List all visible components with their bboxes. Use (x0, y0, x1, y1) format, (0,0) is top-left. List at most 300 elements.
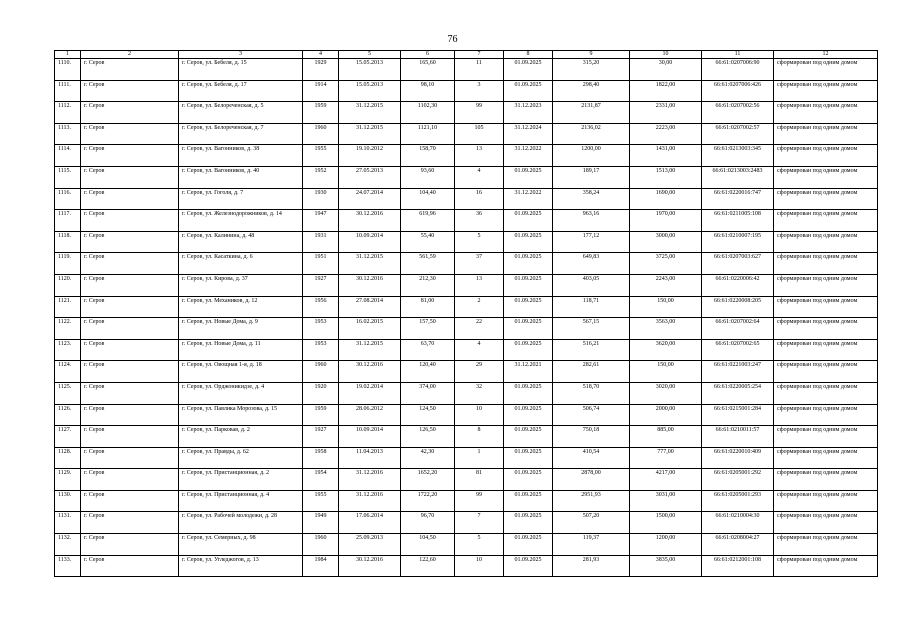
table-row (55, 274, 878, 296)
residents-cell: 4 (455, 166, 504, 188)
land-area-cell: 3835,00 (630, 555, 702, 577)
table-row (55, 404, 878, 426)
date-cell: 30.12.2016 (339, 274, 401, 296)
deadline-cell: 01.09.2025 (504, 534, 553, 556)
deadline-cell: 01.09.2025 (504, 253, 553, 275)
cadastral-number-cell: 66:61:0213003:2483 (702, 166, 774, 188)
area-cell: 104,50 (401, 534, 455, 556)
row-number-cell: 1124. (55, 361, 81, 383)
cadastral-number-cell: 66:61:0213003:345 (702, 145, 774, 167)
table-row (55, 555, 878, 577)
residents-cell: 5 (455, 534, 504, 556)
deadline-cell: 01.09.2025 (504, 59, 553, 81)
land-plot-status-cell: сформирован под одним домом (774, 102, 878, 124)
settlement-cell: г. Серов (81, 361, 179, 383)
deadline-cell: 31.12.2024 (504, 123, 553, 145)
table-row (55, 188, 878, 210)
value-cell: 298,40 (553, 80, 630, 102)
land-plot-status-cell: сформирован под одним домом (774, 231, 878, 253)
residents-cell: 2 (455, 296, 504, 318)
date-cell: 28.06.2012 (339, 404, 401, 426)
land-area-cell: 150,00 (630, 361, 702, 383)
column-header: 11 (702, 51, 774, 59)
value-cell: 518,70 (553, 382, 630, 404)
row-number-cell: 1123. (55, 339, 81, 361)
land-plot-status-cell: сформирован под одним домом (774, 188, 878, 210)
settlement-cell: г. Серов (81, 274, 179, 296)
row-number-cell: 1132. (55, 534, 81, 556)
address-cell: г. Серов, ул. Орджоникидзе, д. 4 (179, 382, 303, 404)
settlement-cell: г. Серов (81, 490, 179, 512)
table-row (55, 102, 878, 124)
year-cell: 1955 (303, 490, 339, 512)
cadastral-number-cell: 66:61:0207002:65 (702, 339, 774, 361)
land-plot-status-cell: сформирован под одним домом (774, 296, 878, 318)
deadline-cell: 31.12.2021 (504, 361, 553, 383)
residents-cell: 10 (455, 404, 504, 426)
row-number-cell: 1119. (55, 253, 81, 275)
settlement-cell: г. Серов (81, 426, 179, 448)
settlement-cell: г. Серов (81, 123, 179, 145)
residents-cell: 29 (455, 361, 504, 383)
date-cell: 30.12.2016 (339, 361, 401, 383)
cadastral-number-cell: 66:61:0207002:56 (702, 102, 774, 124)
residents-cell: 105 (455, 123, 504, 145)
land-area-cell: 885,00 (630, 426, 702, 448)
deadline-cell: 01.09.2025 (504, 231, 553, 253)
deadline-cell: 01.09.2025 (504, 339, 553, 361)
header-row (55, 51, 878, 59)
deadline-cell: 01.09.2025 (504, 447, 553, 469)
year-cell: 1931 (303, 231, 339, 253)
land-area-cell: 2223,00 (630, 123, 702, 145)
land-area-cell: 30,00 (630, 59, 702, 81)
address-cell: г. Серов, ул. Железнодорожников, д. 14 (179, 210, 303, 232)
land-plot-status-cell: сформирован под одним домом (774, 447, 878, 469)
column-header: 2 (81, 51, 179, 59)
address-cell: г. Серов, ул. Вагонников, д. 40 (179, 166, 303, 188)
area-cell: 93,60 (401, 166, 455, 188)
date-cell: 25.09.2013 (339, 534, 401, 556)
table-row (55, 318, 878, 340)
table-header (55, 51, 878, 59)
settlement-cell: г. Серов (81, 231, 179, 253)
cadastral-number-cell: 66:61:0207006:426 (702, 80, 774, 102)
land-plot-status-cell: сформирован под одним домом (774, 490, 878, 512)
residents-cell: 11 (455, 59, 504, 81)
cadastral-number-cell: 66:61:0210004:30 (702, 512, 774, 534)
value-cell: 177,12 (553, 231, 630, 253)
row-number-cell: 1128. (55, 447, 81, 469)
address-cell: г. Серов, ул. Овощная 1-я, д. 18 (179, 361, 303, 383)
row-number-cell: 1115. (55, 166, 81, 188)
area-cell: 96,70 (401, 512, 455, 534)
column-header: 5 (339, 51, 401, 59)
cadastral-number-cell: 66:61:0207002:64 (702, 318, 774, 340)
year-cell: 1954 (303, 469, 339, 491)
address-cell: г. Серов, ул. Павлика Морозова, д. 15 (179, 404, 303, 426)
settlement-cell: г. Серов (81, 339, 179, 361)
land-area-cell: 1200,00 (630, 534, 702, 556)
deadline-cell: 01.09.2025 (504, 296, 553, 318)
deadline-cell: 01.09.2025 (504, 382, 553, 404)
year-cell: 1959 (303, 404, 339, 426)
value-cell: 281,93 (553, 555, 630, 577)
settlement-cell: г. Серов (81, 555, 179, 577)
table-row (55, 512, 878, 534)
year-cell: 1953 (303, 339, 339, 361)
area-cell: 165,60 (401, 59, 455, 81)
area-cell: 1652,20 (401, 469, 455, 491)
land-area-cell: 4217,00 (630, 469, 702, 491)
date-cell: 27.05.2013 (339, 166, 401, 188)
table-row (55, 123, 878, 145)
address-cell: г. Серов, ул. Касаткина, д. 6 (179, 253, 303, 275)
value-cell: 963,16 (553, 210, 630, 232)
residents-cell: 13 (455, 145, 504, 167)
date-cell: 31.12.2015 (339, 253, 401, 275)
residents-cell: 32 (455, 382, 504, 404)
address-cell: г. Серов, ул. Новые Дома, д. 9 (179, 318, 303, 340)
year-cell: 1952 (303, 166, 339, 188)
year-cell: 1953 (303, 318, 339, 340)
date-cell: 15.05.2013 (339, 80, 401, 102)
year-cell: 1927 (303, 274, 339, 296)
address-cell: г. Серов, ул. Пристанционная, д. 2 (179, 469, 303, 491)
residents-cell: 22 (455, 318, 504, 340)
land-area-cell: 3031,00 (630, 490, 702, 512)
address-cell: г. Серов, ул. Семерных, д. 98 (179, 534, 303, 556)
deadline-cell: 01.09.2025 (504, 512, 553, 534)
address-cell: г. Серов, ул. Вагонников, д. 38 (179, 145, 303, 167)
value-cell: 2951,93 (553, 490, 630, 512)
settlement-cell: г. Серов (81, 382, 179, 404)
value-cell: 750,18 (553, 426, 630, 448)
settlement-cell: г. Серов (81, 318, 179, 340)
land-plot-status-cell: сформирован под одним домом (774, 361, 878, 383)
date-cell: 30.12.2016 (339, 210, 401, 232)
cadastral-number-cell: 66:61:0207003:627 (702, 253, 774, 275)
settlement-cell: г. Серов (81, 296, 179, 318)
land-plot-status-cell: сформирован под одним домом (774, 274, 878, 296)
row-number-cell: 1116. (55, 188, 81, 210)
date-cell: 27.08.2014 (339, 296, 401, 318)
date-cell: 31.12.2015 (339, 123, 401, 145)
table-row (55, 382, 878, 404)
deadline-cell: 01.09.2025 (504, 404, 553, 426)
value-cell: 567,15 (553, 318, 630, 340)
cadastral-number-cell: 66:61:0220006:42 (702, 274, 774, 296)
year-cell: 1947 (303, 210, 339, 232)
column-header: 9 (553, 51, 630, 59)
table-row (55, 80, 878, 102)
table-row (55, 426, 878, 448)
area-cell: 55,40 (401, 231, 455, 253)
land-plot-status-cell: сформирован под одним домом (774, 512, 878, 534)
land-plot-status-cell: сформирован под одним домом (774, 123, 878, 145)
address-cell: г. Серов, ул. Гоголя, д. 7 (179, 188, 303, 210)
address-cell: г. Серов, ул. Бебеля, д. 15 (179, 59, 303, 81)
residents-cell: 99 (455, 102, 504, 124)
year-cell: 1920 (303, 382, 339, 404)
deadline-cell: 31.12.2023 (504, 102, 553, 124)
cadastral-number-cell: 66:61:0211005:108 (702, 210, 774, 232)
area-cell: 126,50 (401, 426, 455, 448)
area-cell: 157,50 (401, 318, 455, 340)
table-row (55, 59, 878, 81)
address-cell: г. Серов, ул. Правды, д. 62 (179, 447, 303, 469)
address-cell: г. Серов, ул. Белореченская, д. 7 (179, 123, 303, 145)
table-row (55, 210, 878, 232)
area-cell: 122,60 (401, 555, 455, 577)
row-number-cell: 1131. (55, 512, 81, 534)
value-cell: 403,05 (553, 274, 630, 296)
row-number-cell: 1118. (55, 231, 81, 253)
cadastral-number-cell: 66:61:0220008:205 (702, 296, 774, 318)
deadline-cell: 01.09.2025 (504, 318, 553, 340)
cadastral-number-cell: 66:61:0220005:254 (702, 382, 774, 404)
row-number-cell: 1120. (55, 274, 81, 296)
residents-cell: 13 (455, 274, 504, 296)
year-cell: 1984 (303, 555, 339, 577)
area-cell: 42,30 (401, 447, 455, 469)
table-row (55, 534, 878, 556)
land-area-cell: 2243,00 (630, 274, 702, 296)
row-number-cell: 1111. (55, 80, 81, 102)
area-cell: 158,70 (401, 145, 455, 167)
housing-registry-table (54, 50, 878, 577)
value-cell: 507,20 (553, 512, 630, 534)
value-cell: 1200,00 (553, 145, 630, 167)
deadline-cell: 01.09.2025 (504, 490, 553, 512)
land-plot-status-cell: сформирован под одним домом (774, 80, 878, 102)
area-cell: 81,00 (401, 296, 455, 318)
address-cell: г. Серов, ул. Рабочей молодежи, д. 28 (179, 512, 303, 534)
land-area-cell: 150,00 (630, 296, 702, 318)
settlement-cell: г. Серов (81, 188, 179, 210)
value-cell: 2878,00 (553, 469, 630, 491)
date-cell: 31.12.2015 (339, 102, 401, 124)
residents-cell: 1 (455, 447, 504, 469)
deadline-cell: 01.09.2025 (504, 426, 553, 448)
date-cell: 30.12.2016 (339, 555, 401, 577)
land-area-cell: 1513,00 (630, 166, 702, 188)
date-cell: 19.02.2014 (339, 382, 401, 404)
land-plot-status-cell: сформирован под одним домом (774, 166, 878, 188)
area-cell: 1722,20 (401, 490, 455, 512)
deadline-cell: 01.09.2025 (504, 469, 553, 491)
residents-cell: 8 (455, 426, 504, 448)
residents-cell: 7 (455, 512, 504, 534)
value-cell: 649,83 (553, 253, 630, 275)
column-header: 6 (401, 51, 455, 59)
address-cell: г. Серов, ул. Белореченская, д. 5 (179, 102, 303, 124)
table-row (55, 447, 878, 469)
land-area-cell: 1500,00 (630, 512, 702, 534)
residents-cell: 5 (455, 231, 504, 253)
land-area-cell: 1431,00 (630, 145, 702, 167)
column-header: 12 (774, 51, 878, 59)
land-plot-status-cell: сформирован под одним домом (774, 469, 878, 491)
area-cell: 124,50 (401, 404, 455, 426)
settlement-cell: г. Серов (81, 404, 179, 426)
land-area-cell: 3725,00 (630, 253, 702, 275)
year-cell: 1960 (303, 361, 339, 383)
area-cell: 619,96 (401, 210, 455, 232)
table-row (55, 253, 878, 275)
land-area-cell: 3020,00 (630, 382, 702, 404)
date-cell: 10.09.2014 (339, 426, 401, 448)
residents-cell: 36 (455, 210, 504, 232)
column-header: 7 (455, 51, 504, 59)
year-cell: 1960 (303, 123, 339, 145)
date-cell: 11.04.2013 (339, 447, 401, 469)
table-row (55, 166, 878, 188)
address-cell: г. Серов, ул. Парковая, д. 2 (179, 426, 303, 448)
date-cell: 15.05.2013 (339, 59, 401, 81)
table-row (55, 296, 878, 318)
settlement-cell: г. Серов (81, 166, 179, 188)
residents-cell: 4 (455, 339, 504, 361)
deadline-cell: 01.09.2025 (504, 555, 553, 577)
land-plot-status-cell: сформирован под одним домом (774, 534, 878, 556)
year-cell: 1951 (303, 253, 339, 275)
row-number-cell: 1112. (55, 102, 81, 124)
table-body (55, 59, 878, 577)
settlement-cell: г. Серов (81, 469, 179, 491)
row-number-cell: 1121. (55, 296, 81, 318)
cadastral-number-cell: 66:61:0207002:57 (702, 123, 774, 145)
cadastral-number-cell: 66:61:0212001:108 (702, 555, 774, 577)
date-cell: 24.07.2014 (339, 188, 401, 210)
value-cell: 189,17 (553, 166, 630, 188)
land-plot-status-cell: сформирован под одним домом (774, 339, 878, 361)
year-cell: 1914 (303, 80, 339, 102)
deadline-cell: 01.09.2025 (504, 80, 553, 102)
year-cell: 1958 (303, 447, 339, 469)
row-number-cell: 1127. (55, 426, 81, 448)
settlement-cell: г. Серов (81, 59, 179, 81)
column-header: 10 (630, 51, 702, 59)
value-cell: 506,74 (553, 404, 630, 426)
deadline-cell: 31.12.2022 (504, 188, 553, 210)
row-number-cell: 1125. (55, 382, 81, 404)
year-cell: 1927 (303, 426, 339, 448)
address-cell: г. Серов, ул. Кирова, д. 37 (179, 274, 303, 296)
year-cell: 1959 (303, 102, 339, 124)
value-cell: 119,37 (553, 534, 630, 556)
value-cell: 282,61 (553, 361, 630, 383)
year-cell: 1929 (303, 59, 339, 81)
settlement-cell: г. Серов (81, 102, 179, 124)
page-number: 76 (447, 34, 458, 45)
residents-cell: 81 (455, 469, 504, 491)
address-cell: г. Серов, ул. Новые Дома, д. 11 (179, 339, 303, 361)
residents-cell: 99 (455, 490, 504, 512)
address-cell: г. Серов, ул. Бебеля, д. 17 (179, 80, 303, 102)
year-cell: 1930 (303, 188, 339, 210)
land-plot-status-cell: сформирован под одним домом (774, 253, 878, 275)
settlement-cell: г. Серов (81, 447, 179, 469)
deadline-cell: 01.09.2025 (504, 166, 553, 188)
area-cell: 120,40 (401, 361, 455, 383)
row-number-cell: 1129. (55, 469, 81, 491)
residents-cell: 16 (455, 188, 504, 210)
date-cell: 16.02.2015 (339, 318, 401, 340)
column-header: 4 (303, 51, 339, 59)
year-cell: 1960 (303, 534, 339, 556)
column-header: 8 (504, 51, 553, 59)
settlement-cell: г. Серов (81, 210, 179, 232)
land-area-cell: 1822,00 (630, 80, 702, 102)
settlement-cell: г. Серов (81, 512, 179, 534)
row-number-cell: 1117. (55, 210, 81, 232)
cadastral-number-cell: 66:61:0210011:57 (702, 426, 774, 448)
land-area-cell: 3620,00 (630, 339, 702, 361)
area-cell: 1121,10 (401, 123, 455, 145)
value-cell: 118,71 (553, 296, 630, 318)
value-cell: 315,20 (553, 59, 630, 81)
area-cell: 561,59 (401, 253, 455, 275)
cadastral-number-cell: 66:61:0205001:293 (702, 490, 774, 512)
year-cell: 1956 (303, 296, 339, 318)
land-area-cell: 2331,00 (630, 102, 702, 124)
value-cell: 410,54 (553, 447, 630, 469)
deadline-cell: 01.09.2025 (504, 274, 553, 296)
row-number-cell: 1130. (55, 490, 81, 512)
land-plot-status-cell: сформирован под одним домом (774, 404, 878, 426)
area-cell: 374,00 (401, 382, 455, 404)
area-cell: 63,70 (401, 339, 455, 361)
table-row (55, 469, 878, 491)
date-cell: 31.12.2015 (339, 339, 401, 361)
residents-cell: 37 (455, 253, 504, 275)
land-plot-status-cell: сформирован под одним домом (774, 59, 878, 81)
date-cell: 19.10.2012 (339, 145, 401, 167)
table-row (55, 231, 878, 253)
land-area-cell: 777,00 (630, 447, 702, 469)
land-plot-status-cell: сформирован под одним домом (774, 426, 878, 448)
land-plot-status-cell: сформирован под одним домом (774, 382, 878, 404)
settlement-cell: г. Серов (81, 145, 179, 167)
deadline-cell: 01.09.2025 (504, 210, 553, 232)
table-row (55, 339, 878, 361)
deadline-cell: 31.12.2022 (504, 145, 553, 167)
land-area-cell: 3563,00 (630, 318, 702, 340)
land-area-cell: 3000,00 (630, 231, 702, 253)
cadastral-number-cell: 66:61:0221003:247 (702, 361, 774, 383)
settlement-cell: г. Серов (81, 80, 179, 102)
area-cell: 104,40 (401, 188, 455, 210)
date-cell: 31.12.2016 (339, 490, 401, 512)
date-cell: 10.09.2014 (339, 231, 401, 253)
column-header: 1 (55, 51, 81, 59)
row-number-cell: 1110. (55, 59, 81, 81)
value-cell: 2136,02 (553, 123, 630, 145)
settlement-cell: г. Серов (81, 253, 179, 275)
address-cell: г. Серов, ул. Угледжогов, д. 13 (179, 555, 303, 577)
area-cell: 1102,30 (401, 102, 455, 124)
date-cell: 17.06.2014 (339, 512, 401, 534)
address-cell: г. Серов, ул. Калинина, д. 48 (179, 231, 303, 253)
year-cell: 1949 (303, 512, 339, 534)
area-cell: 98,10 (401, 80, 455, 102)
row-number-cell: 1113. (55, 123, 81, 145)
row-number-cell: 1122. (55, 318, 81, 340)
cadastral-number-cell: 66:61:0205001:292 (702, 469, 774, 491)
land-plot-status-cell: сформирован под одним домом (774, 145, 878, 167)
row-number-cell: 1126. (55, 404, 81, 426)
